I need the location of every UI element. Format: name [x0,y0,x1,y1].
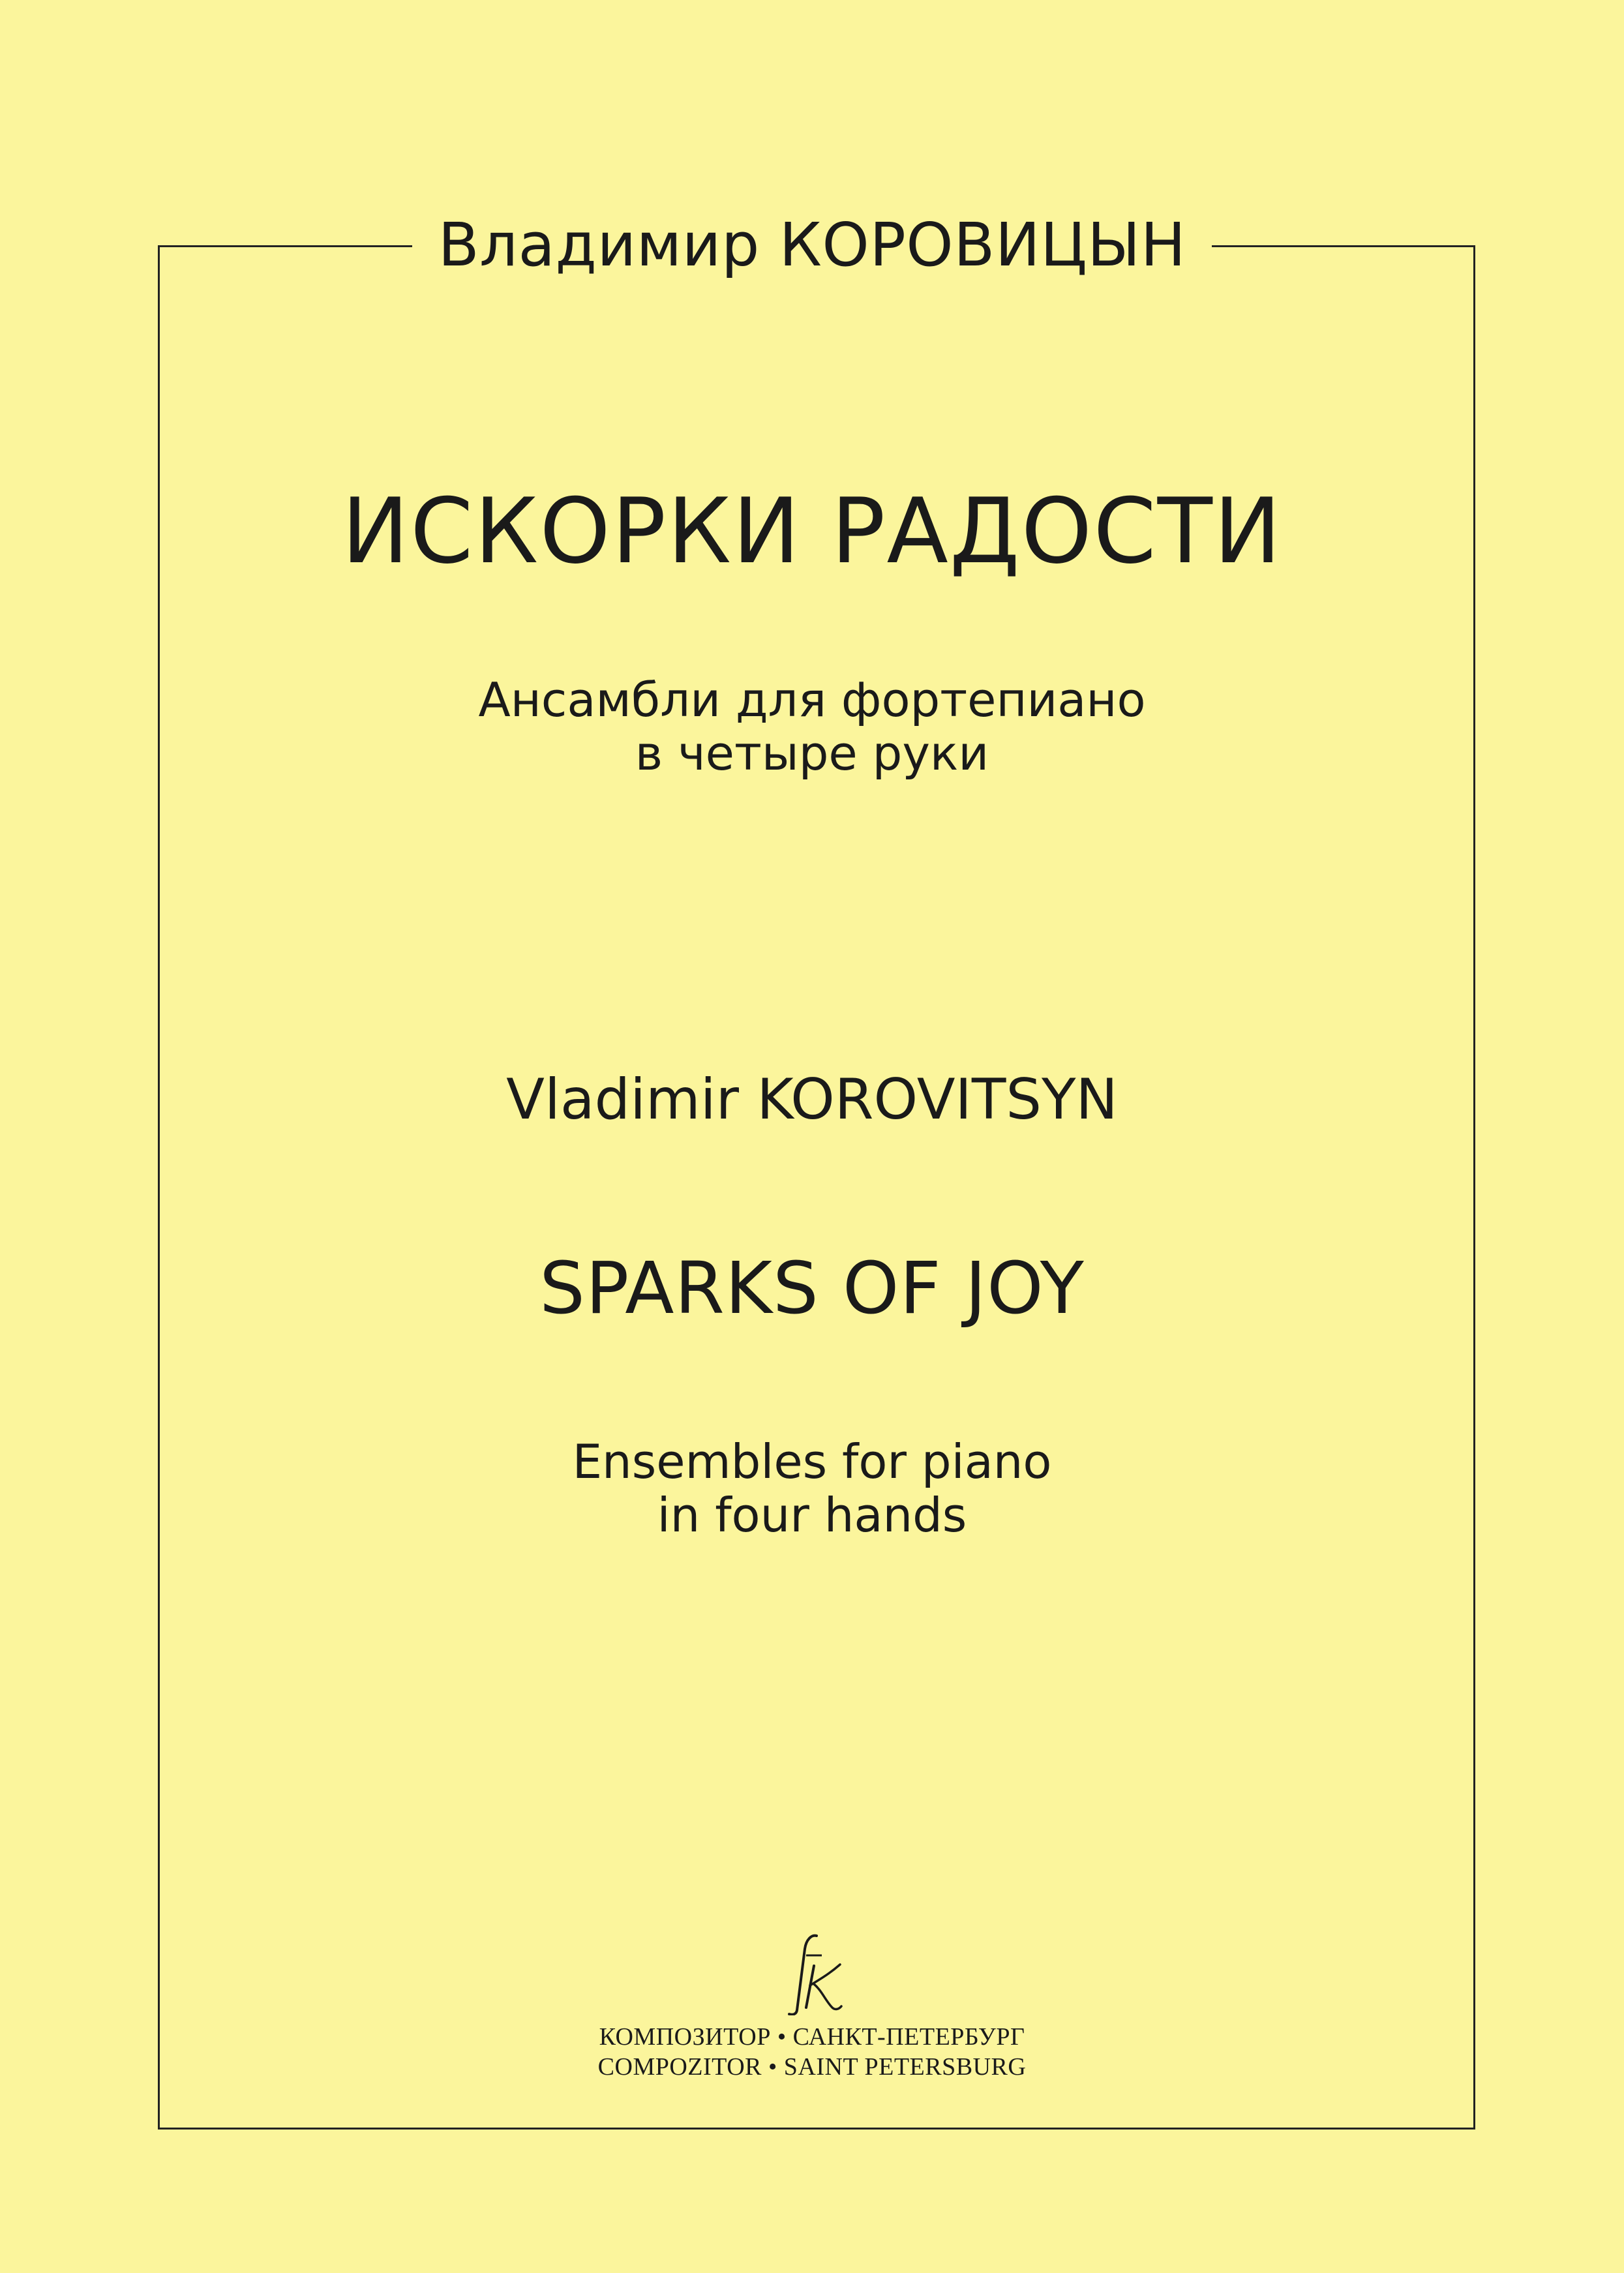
publisher-ru: КОМПОЗИТОР • САНКТ-ПЕТЕРБУРГ [599,2023,1025,2051]
subtitle-ru-line1: Ансамбли для фортепиано [478,672,1146,727]
title-ru: ИСКОРКИ РАДОСТИ [341,479,1283,584]
author-ru-container [0,210,1624,280]
subtitle-en-line1: Ensembles for piano [572,1434,1052,1489]
subtitle-en [0,1435,1624,1542]
author-ru: Владимир КОРОВИЦЫН [412,213,1212,278]
title-en: SPARKS OF JOY [539,1246,1085,1330]
author-en: Vladimir KOROVITSYN [506,1067,1118,1132]
subtitle-en-line2: in four hands [657,1488,967,1543]
publisher-en: COMPOZITOR • SAINT PETERSBURG [597,2053,1027,2081]
publisher-logo-icon [783,1931,854,2015]
subtitle-ru [0,673,1624,780]
subtitle-ru-line2: в четыре руки [635,726,989,781]
publisher-block [0,2022,1624,2082]
